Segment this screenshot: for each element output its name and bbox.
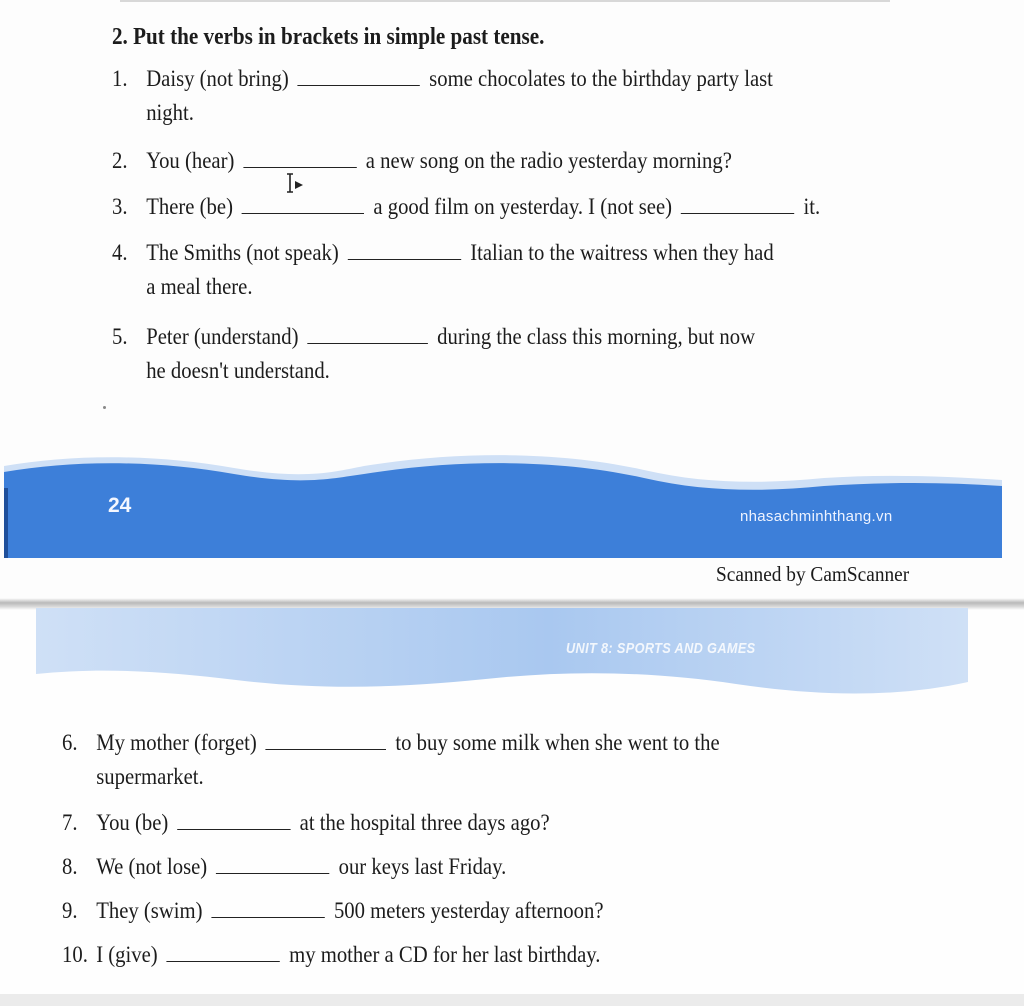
item-rest: during the class this morning, but now: [437, 324, 756, 349]
item-prompt: We (not lose): [96, 854, 208, 879]
item-number: 6.: [62, 730, 78, 755]
item-rest: to buy some milk when she went to the: [395, 730, 720, 755]
item-prompt: You (be): [96, 810, 169, 835]
item-continuation: he doesn't understand.: [146, 358, 330, 383]
section-title: 2. Put the verbs in brackets in simple past tense.: [112, 24, 545, 50]
answer-blank[interactable]: [348, 239, 461, 260]
exercise-item-4: [112, 236, 774, 304]
exercise-item-10: [62, 938, 600, 972]
answer-blank[interactable]: [216, 853, 329, 874]
item-rest: some chocolates to the birthday party last: [429, 66, 773, 91]
answer-blank[interactable]: [177, 809, 290, 830]
item-prompt: There (be): [146, 194, 233, 219]
item-number: 5.: [112, 324, 128, 349]
exercise-item-7: [62, 806, 550, 840]
item-continuation: night.: [146, 100, 194, 125]
bottom-edge: [0, 994, 1024, 1006]
item-prompt: The Smiths (not speak): [146, 240, 339, 265]
answer-blank[interactable]: [266, 729, 387, 750]
item-rest: our keys last Friday.: [338, 854, 507, 879]
item-number: 7.: [62, 810, 78, 835]
item-rest: my mother a CD for her last birthday.: [289, 942, 601, 967]
item-rest: Italian to the waitress when they had: [470, 240, 774, 265]
item-number: 4.: [112, 240, 128, 265]
item-prompt: Peter (understand): [146, 324, 299, 349]
unit-header-wave: [36, 608, 968, 700]
scan-speck: [103, 406, 106, 409]
exercise-item-6: [62, 726, 720, 794]
exercise-item-9: [62, 894, 604, 928]
answer-blank[interactable]: [243, 147, 356, 168]
scanner-watermark: Scanned by CamScanner: [716, 562, 910, 586]
publisher-website: nhasachminhthang.vn: [740, 508, 893, 525]
item-rest-2: it.: [803, 194, 821, 219]
item-number: 10.: [62, 942, 88, 967]
item-rest: a good film on yesterday. I (not see): [373, 194, 673, 219]
item-continuation: supermarket.: [96, 764, 204, 789]
item-prompt: Daisy (not bring): [146, 66, 289, 91]
exercise-item-8: [62, 850, 506, 884]
item-continuation: a meal there.: [146, 274, 253, 299]
item-rest: a new song on the radio yesterday morning?: [365, 148, 732, 173]
item-prompt: They (swim): [96, 898, 203, 923]
exercise-item-3: [112, 190, 820, 224]
item-rest: at the hospital three days ago?: [299, 810, 550, 835]
unit-title: UNIT 8: SPORTS AND GAMES: [566, 640, 756, 657]
answer-blank[interactable]: [308, 323, 429, 344]
item-rest: 500 meters yesterday afternoon?: [333, 898, 604, 923]
exercise-item-1: [112, 62, 773, 130]
item-number: 8.: [62, 854, 78, 879]
answer-blank-2[interactable]: [681, 193, 794, 214]
footer-wave-banner: [4, 448, 1002, 558]
answer-blank[interactable]: [167, 941, 280, 962]
item-number: 1.: [112, 66, 128, 91]
exercise-item-2: [112, 144, 732, 178]
answer-blank[interactable]: [298, 65, 420, 86]
page-number: 24: [108, 494, 132, 517]
item-prompt: I (give): [96, 942, 158, 967]
answer-blank[interactable]: [212, 897, 325, 918]
top-rule: [120, 0, 890, 2]
exercise-item-5: [112, 320, 755, 388]
item-number: 2.: [112, 148, 128, 173]
item-prompt: You (hear): [146, 148, 235, 173]
item-prompt: My mother (forget): [96, 730, 257, 755]
answer-blank[interactable]: [242, 193, 364, 214]
item-number: 9.: [62, 898, 78, 923]
item-number: 3.: [112, 194, 128, 219]
